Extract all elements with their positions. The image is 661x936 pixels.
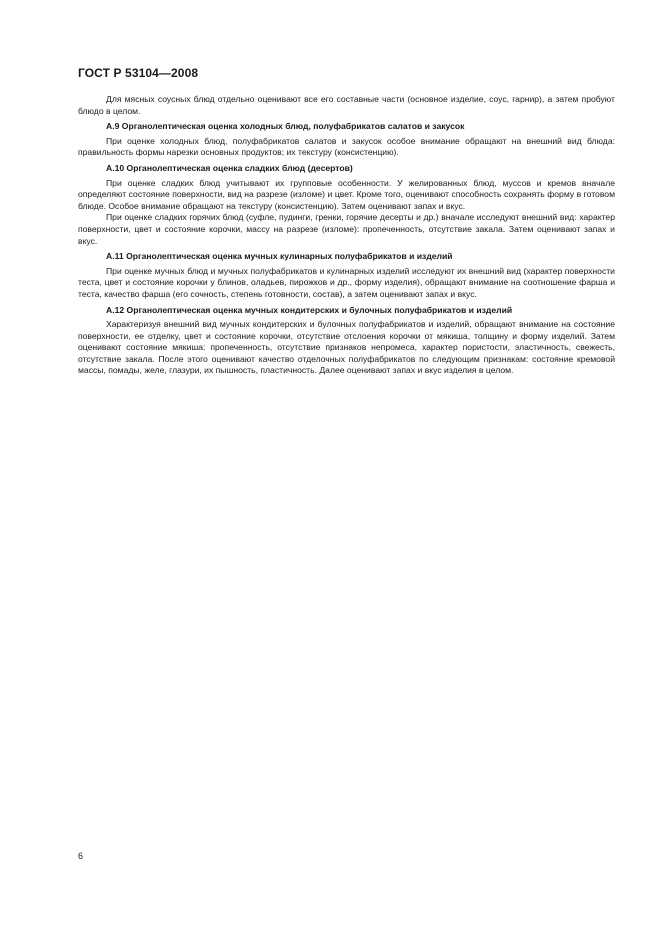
section-a12-paragraph: Характеризуя внешний вид мучных кондитерских и булочных полуфабрикатов и изделий, обращают внимание на состояние поверхности, ее отделку, цвет и состояние корочки, отсутствие отслоения корочки от мякиша, толщину и форму изделий. Затем оценивают состояние мякиша: пропеченность, отсутствие признаков непромеса, характер пористости, эластичность, свежесть, отсутствие закала. После этого оценивают качество отделочных полуфабрикатов по следующим признакам: состояние кремовой массы, помады, желе, глазури, их пышность, пластичность. Далее оценивают запах и вкус изделия в целом. [78,319,615,376]
section-heading-a12: А.12 Органолептическая оценка мучных кондитерских и булочных полуфабрикатов и изделий [106,304,513,315]
section-a10-paragraph-1: При оценке сладких блюд учитывают их групповые особенности. У желированных блюд, муссов и кремов вначале определяют состояние поверхности, вид на разрезе (изломе) и цвет. Кроме того, оценивают способность сохранять форму в готовом блюде. Особое внимание обращают на текстуру (консистенцию). Затем оценивают запах и вкус. [78,177,615,211]
standard-code: ГОСТ Р 53104—2008 [78,66,199,80]
page-number: 6 [78,851,84,861]
document-body [78,94,615,377]
section-a11-paragraph: При оценке мучных блюд и мучных полуфабрикатов и кулинарных изделий исследуют их внешний вид (характер поверхности теста, цвет и состояние корочки у блинов, оладьев, пирожков и др., форму изделия), обращают внимание на соотношение фарша и теста, качество фарша (его сочность, степень готовности, состав), а затем оценивают запах и вкус. [78,265,615,299]
intro-paragraph: Для мясных соусных блюд отдельно оценивают все его составные части (основное изделие, соус, гарнир), а затем пробуют блюдо в целом. [78,94,615,116]
document-header [78,66,198,80]
section-a9-paragraph: При оценке холодных блюд, полуфабрикатов салатов и закусок особое внимание обращают на внешний вид блюда: правильность формы нарезки основных продуктов; их текстуру (консистенцию). [78,135,615,158]
section-heading-a11: А.11 Органолептическая оценка мучных кулинарных полуфабрикатов и изделий [106,251,453,262]
section-heading-a10: А.10 Органолептическая оценка сладких блюд (десертов) [106,162,353,173]
section-a10-paragraph-2: При оценке сладких горячих блюд (суфле, пудинги, гренки, горячие десерты и др.) вначале исследуют внешний вид: характер поверхности, цвет и состояние корочки, массу на разрезе (изломе): пропеченность, отсутствие закала. Затем оценивают запах и вкус. [78,212,615,246]
section-heading-a9: А.9 Органолептическая оценка холодных блюд, полуфабрикатов салатов и закусок [106,121,465,132]
